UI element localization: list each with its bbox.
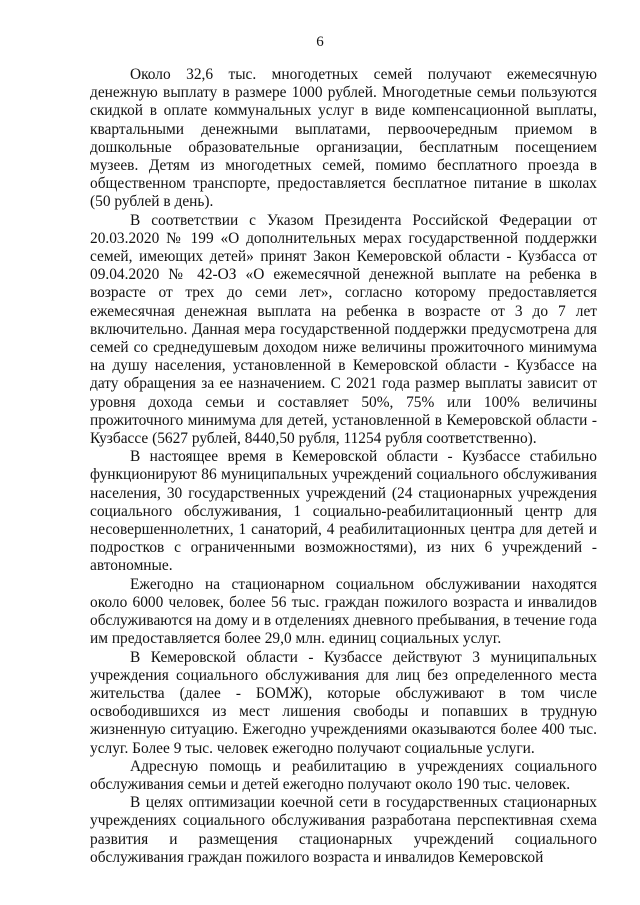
- paragraph-family-assistance: Адресную помощь и реабилитацию в учреждениях социального обслуживания семьи и детей ежегодно получают около 190 тыс. человек.: [90, 757, 597, 793]
- document-body: [90, 66, 597, 867]
- paragraph-homeless-services: В Кемеровской области - Кузбассе действуют 3 муниципальных учреждения социального обслуживания для лиц без определенного места жительства (далее - БОМЖ), которые обслуживают в том числе освободившихся из мест лишения свободы и попавших в трудную жизненную ситуацию. Ежегодно учреждениями оказываются более 400 тыс. услуг. Более 9 тыс. человек ежегодно получают социальные услуги.: [90, 648, 597, 757]
- paragraph-social-institutions: В настоящее время в Кемеровской области - Кузбассе стабильно функционируют 86 муниципальных учреждений социального обслуживания населения, 30 государственных учреждений (24 стационарных учреждения социального обслуживания, 1 социально-реабилитационный центр для несовершеннолетних, 1 санаторий, 4 реабилитационных центра для детей и подростков с ограниченными возможностями), из них 6 учреждений - автономные.: [90, 448, 597, 575]
- paragraph-child-payment-law: В соответствии с Указом Президента Российской Федерации от 20.03.2020 № 199 «О дополнительных мерах государственной поддержки семей, имеющих детей» принят Закон Кемеровской области - Кузбасса от 09.04.2020 № 42-ОЗ «О ежемесячной денежной выплате на ребенка в возрасте от трех до семи лет», согласно которому предоставляется ежемесячная денежная выплата на ребенка в возрасте от 3 до 7 лет включительно. Данная мера государственной поддержки предусмотрена для семей со среднедушевым доходом ниже величины прожиточного минимума на душу населения, установленной в Кемеровской области - Кузбассе на дату обращения за ее назначением. С 2021 года размер выплаты зависит от уровня дохода семьи и составляет 50%, 75% или 100% величины прожиточного минимума для детей, установленной в Кемеровской области - Кузбассе (5627 рублей, 8440,50 рубля, 11254 рубля соответственно).: [90, 211, 597, 448]
- page-number: 6: [316, 34, 324, 50]
- paragraph-inpatient-care: Ежегодно на стационарном социальном обслуживании находятся около 6000 человек, более 56 тыс. граждан пожилого возраста и инвалидов обслуживаются на дому и в отделениях дневного пребывания, в течение года им предоставляется более 29,0 млн. единиц социальных услуг.: [90, 575, 597, 648]
- paragraph-bed-optimization: В целях оптимизации коечной сети в государственных стационарных учреждениях социального обслуживания разработана перспективная схема развития и размещения стационарных учреждений социального обслуживания граждан пожилого возраста и инвалидов Кемеровской: [90, 794, 597, 866]
- paragraph-large-families: Около 32,6 тыс. многодетных семей получают ежемесячную денежную выплату в размере 1000 рублей. Многодетные семьи пользуются скидкой в оплате коммунальных услуг в виде компенсационной выплаты, квартальными денежными выплатами, первоочередным приемом в дошкольные образовательные организации, бесплатным посещением музеев. Детям из многодетных семей, помимо бесплатного проезда в общественном транспорте, предоставляется бесплатное питание в школах (50 рублей в день).: [90, 66, 597, 211]
